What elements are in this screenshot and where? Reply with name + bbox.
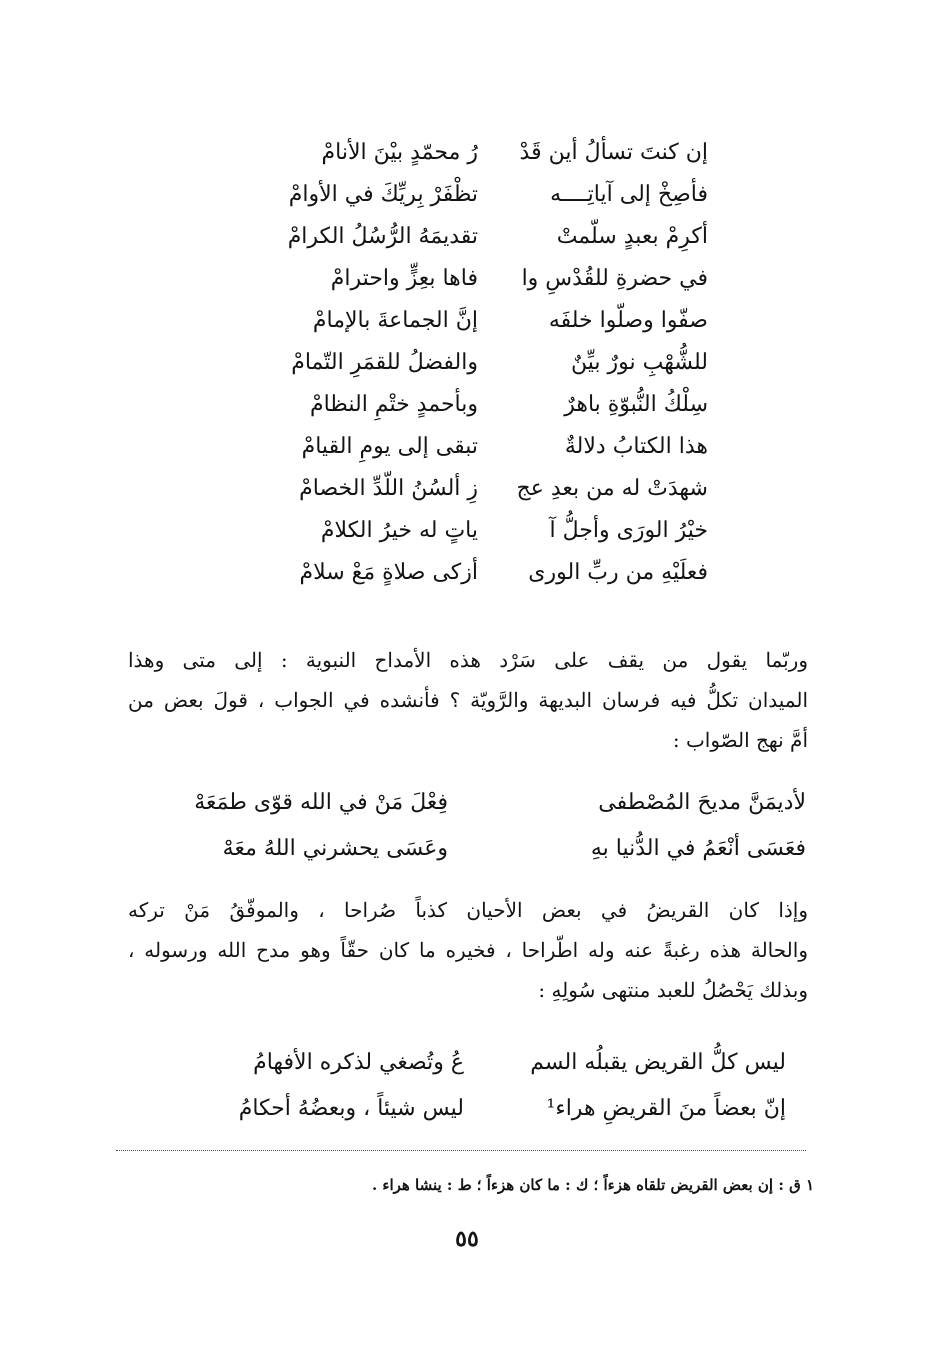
verse-line <box>0 216 934 258</box>
verse-line <box>0 300 934 342</box>
verse-first-hemistich: شهدَتْ له من بعدِ عج <box>516 476 708 501</box>
verse-first-hemistich: ليس كلُّ القريض يقبلُه السم <box>530 1050 786 1075</box>
footnote: ١ ق : إن بعض القريض تلقاه هزءاً ؛ ك : ما كان هزءاً ؛ ط : ينشا هراء . <box>371 1176 814 1194</box>
verse-second-hemistich: وبأحمدٍ ختْمِ النظامْ <box>309 392 478 417</box>
verse-second-hemistich: إنَّ الجماعةَ بالإمامْ <box>312 308 478 333</box>
verse-line <box>0 510 934 552</box>
footnote-divider <box>116 1150 806 1151</box>
prose-line: أمَّ نهج الصّواب : <box>672 728 808 752</box>
verse-line <box>0 174 934 216</box>
page-number: ٥٥ <box>455 1226 479 1252</box>
verse-line <box>0 1086 934 1132</box>
verse-second-hemistich: زِ ألسُنُ اللّدِّ الخصامْ <box>299 476 478 501</box>
verse-first-hemistich: للشُّهْبِ نورٌ بيِّنٌ <box>571 350 708 375</box>
verse-line <box>0 826 934 872</box>
verse-first-hemistich: أكرِمْ بعبدٍ سلّمتْ <box>556 224 708 249</box>
verse-line <box>0 552 934 594</box>
verse-line <box>0 342 934 384</box>
verse-second-hemistich: فاها بعِزٍّ واحترامْ <box>330 266 478 291</box>
verse-first-hemistich: فأصِخْ إلى آياتِــــه <box>550 182 708 207</box>
verse-line <box>0 426 934 468</box>
verse-first-hemistich: إنّ بعضاً منَ القريضِ هراء¹ <box>546 1096 786 1121</box>
verse-second-hemistich: تظْفَرْ بِريِّكَ في الأوامْ <box>288 182 478 207</box>
prose-paragraph-2 <box>128 890 808 1010</box>
verse-second-hemistich: ياتٍ له خيرُ الكلامْ <box>320 518 478 543</box>
verse-first-hemistich: فعلَيْهِ من ربِّ الورى <box>528 560 708 585</box>
verse-second-hemistich: أزكى صلاةٍ مَعْ سلامْ <box>299 560 478 585</box>
verse-line <box>0 468 934 510</box>
verse-second-hemistich: فِعْلَ مَنْ في الله قوّى طمَعَهْ <box>194 790 448 815</box>
verse-first-hemistich: خيْرُ الورَى وأجلُّ آ <box>549 518 708 543</box>
verse-line <box>0 384 934 426</box>
poem-block-2 <box>0 780 934 872</box>
poem-block-1 <box>0 132 934 594</box>
verse-second-hemistich: عُ وتُصغي لذكره الأفهامُ <box>253 1050 464 1075</box>
verse-first-hemistich: في حضرةِ للقُدْسِ وا <box>521 266 708 291</box>
verse-first-hemistich: إن كنتَ تسألُ أين قَدْ <box>519 140 708 165</box>
verse-first-hemistich: فعَسَى أنْعَمُ في الدُّنيا بهِ <box>590 836 806 861</box>
verse-line <box>0 780 934 826</box>
verse-second-hemistich: تقديمَهُ الرُّسُلُ الكرامْ <box>287 224 478 249</box>
verse-first-hemistich: هذا الكتابُ دلالةٌ <box>564 434 708 459</box>
verse-second-hemistich: والفضلُ للقمَرِ التّمامْ <box>291 350 478 375</box>
verse-line <box>0 258 934 300</box>
verse-line <box>0 1040 934 1086</box>
poem-block-3 <box>0 1040 934 1132</box>
prose-line: وربّما يقول من يقف على سَرْد هذه الأمداح النبوية : إلى متى وهذا <box>128 648 808 672</box>
verse-second-hemistich: تبقى إلى يومِ القيامْ <box>301 434 478 459</box>
verse-second-hemistich: ليس شيئاً ، وبعضُهُ أحكامُ <box>238 1096 464 1121</box>
verse-first-hemistich: لأديمَنَّ مديحَ المُصْطفى <box>598 790 806 815</box>
verse-line <box>0 132 934 174</box>
verse-second-hemistich: رُ محمّدٍ بيْنَ الأنامْ <box>321 140 478 165</box>
prose-line: والحالة هذه رغبةً عنه وله اطّراحا ، فخيره ما كان حقّاً وهو مدح الله ورسوله ، <box>128 938 808 962</box>
verse-first-hemistich: سِلْكُ النُّبوّةِ باهرٌ <box>564 392 708 417</box>
prose-line: وبذلك يَحْصُلُ للعبد منتهى سُولِهِ : <box>538 978 808 1002</box>
verse-first-hemistich: صفّوا وصلّوا خلفَه <box>548 308 708 333</box>
prose-line: وإذا كان القريضُ في بعض الأحيان كذباً صُراحا ، والموفّقُ مَنْ تركه <box>128 898 808 922</box>
verse-second-hemistich: وعَسَى يحشرني اللهُ معَهْ <box>222 836 448 861</box>
prose-line: الميدان تكلُّ فيه فرسان البديهة والرَّويّة ؟ فأنشده في الجواب ، قولَ بعض من <box>128 688 808 712</box>
prose-paragraph-1 <box>128 640 808 760</box>
